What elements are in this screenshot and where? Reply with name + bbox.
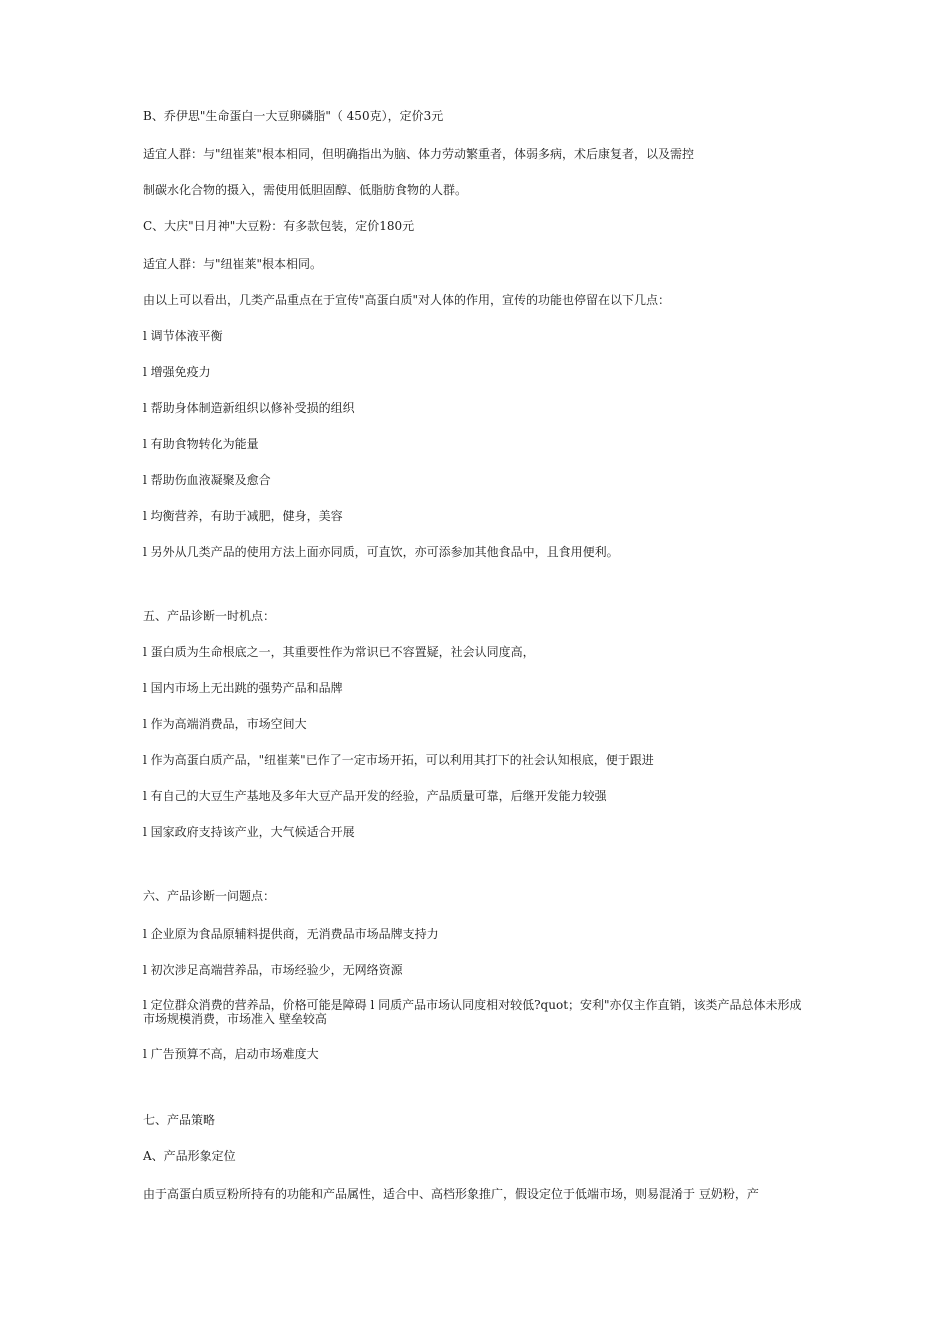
- list-item: l 国内市场上无出跳的强势产品和品牌: [143, 681, 343, 695]
- list-item: l 企业原为食品原辅料提供商，无消费品市场品牌支持力: [143, 927, 439, 941]
- document-body: [143, 108, 813, 1202]
- list-item: l 帮助伤血液凝聚及愈合: [143, 473, 271, 487]
- text-line: B、乔伊思"生命蛋白一大豆卵磷脂"（ 450克），定价3元: [143, 109, 444, 123]
- text-line: 由以上可以看出，几类产品重点在于宣传"高蛋白质"对人体的作用，宣传的功能也停留在以下几点：: [143, 293, 671, 307]
- list-item: l 初次涉足高端营养品，市场经验少，无网络资源: [143, 963, 403, 977]
- list-item: l 国家政府支持该产业，大气候适合开展: [143, 825, 355, 839]
- list-item: l 作为高蛋白质产品，"纽崔莱"已作了一定市场开拓，可以利用其打下的社会认知根底，便于跟进: [143, 753, 654, 767]
- list-item: l 增强免疫力: [143, 365, 211, 379]
- sub-heading: A、产品形象定位: [143, 1149, 236, 1163]
- list-item: l 调节体液平衡: [143, 329, 223, 343]
- section-heading: 五、产品诊断一时机点：: [143, 609, 276, 623]
- text-line: 制碳水化合物的摄入，需使用低胆固醇、低脂肪食物的人群。: [143, 183, 468, 197]
- text-line: C、大庆"日月神"大豆粉：有多款包装，定价180元: [143, 219, 415, 233]
- list-item: l 帮助身体制造新组织以修补受损的组织: [143, 401, 355, 415]
- text-line: 适宜人群：与"纽崔莱"根本相同。: [143, 257, 323, 271]
- list-item: l 有自己的大豆生产基地及多年大豆产品开发的经验，产品质量可靠，后继开发能力较强: [143, 789, 607, 803]
- list-item: l 蛋白质为生命根底之一，其重要性作为常识已不容置疑，社会认同度高，: [143, 645, 535, 659]
- section-heading: 七、产品策略: [143, 1113, 216, 1127]
- text-line: 由于高蛋白质豆粉所持有的功能和产品属性，适合中、高档形象推广，假设定位于低端市场，则易混淆于 豆奶粉，产: [143, 1187, 759, 1201]
- text-line: 适宜人群：与"纽崔莱"根本相同，但明确指出为脑、体力劳动繁重者，体弱多病，术后康复者，以及需控: [143, 147, 695, 161]
- list-item: l 广告预算不高，启动市场难度大: [143, 1047, 319, 1061]
- list-item: l 均衡营养，有助于减肥，健身，美容: [143, 509, 343, 523]
- section-heading: 六、产品诊断一问题点：: [143, 889, 276, 903]
- list-item: l 定位群众消费的营养品，价格可能是障碍 l 同质产品市场认同度相对较低?quot；安利"亦仅主作直销，该类产品总体未形成市场规模消费，市场准入 壁垒较高: [143, 998, 802, 1026]
- list-item: l 作为高端消费品，市场空间大: [143, 717, 307, 731]
- list-item: l 另外从几类产品的使用方法上面亦同质，可直饮，亦可添参加其他食品中，且食用便利。: [143, 545, 619, 559]
- list-item: l 有助食物转化为能量: [143, 437, 259, 451]
